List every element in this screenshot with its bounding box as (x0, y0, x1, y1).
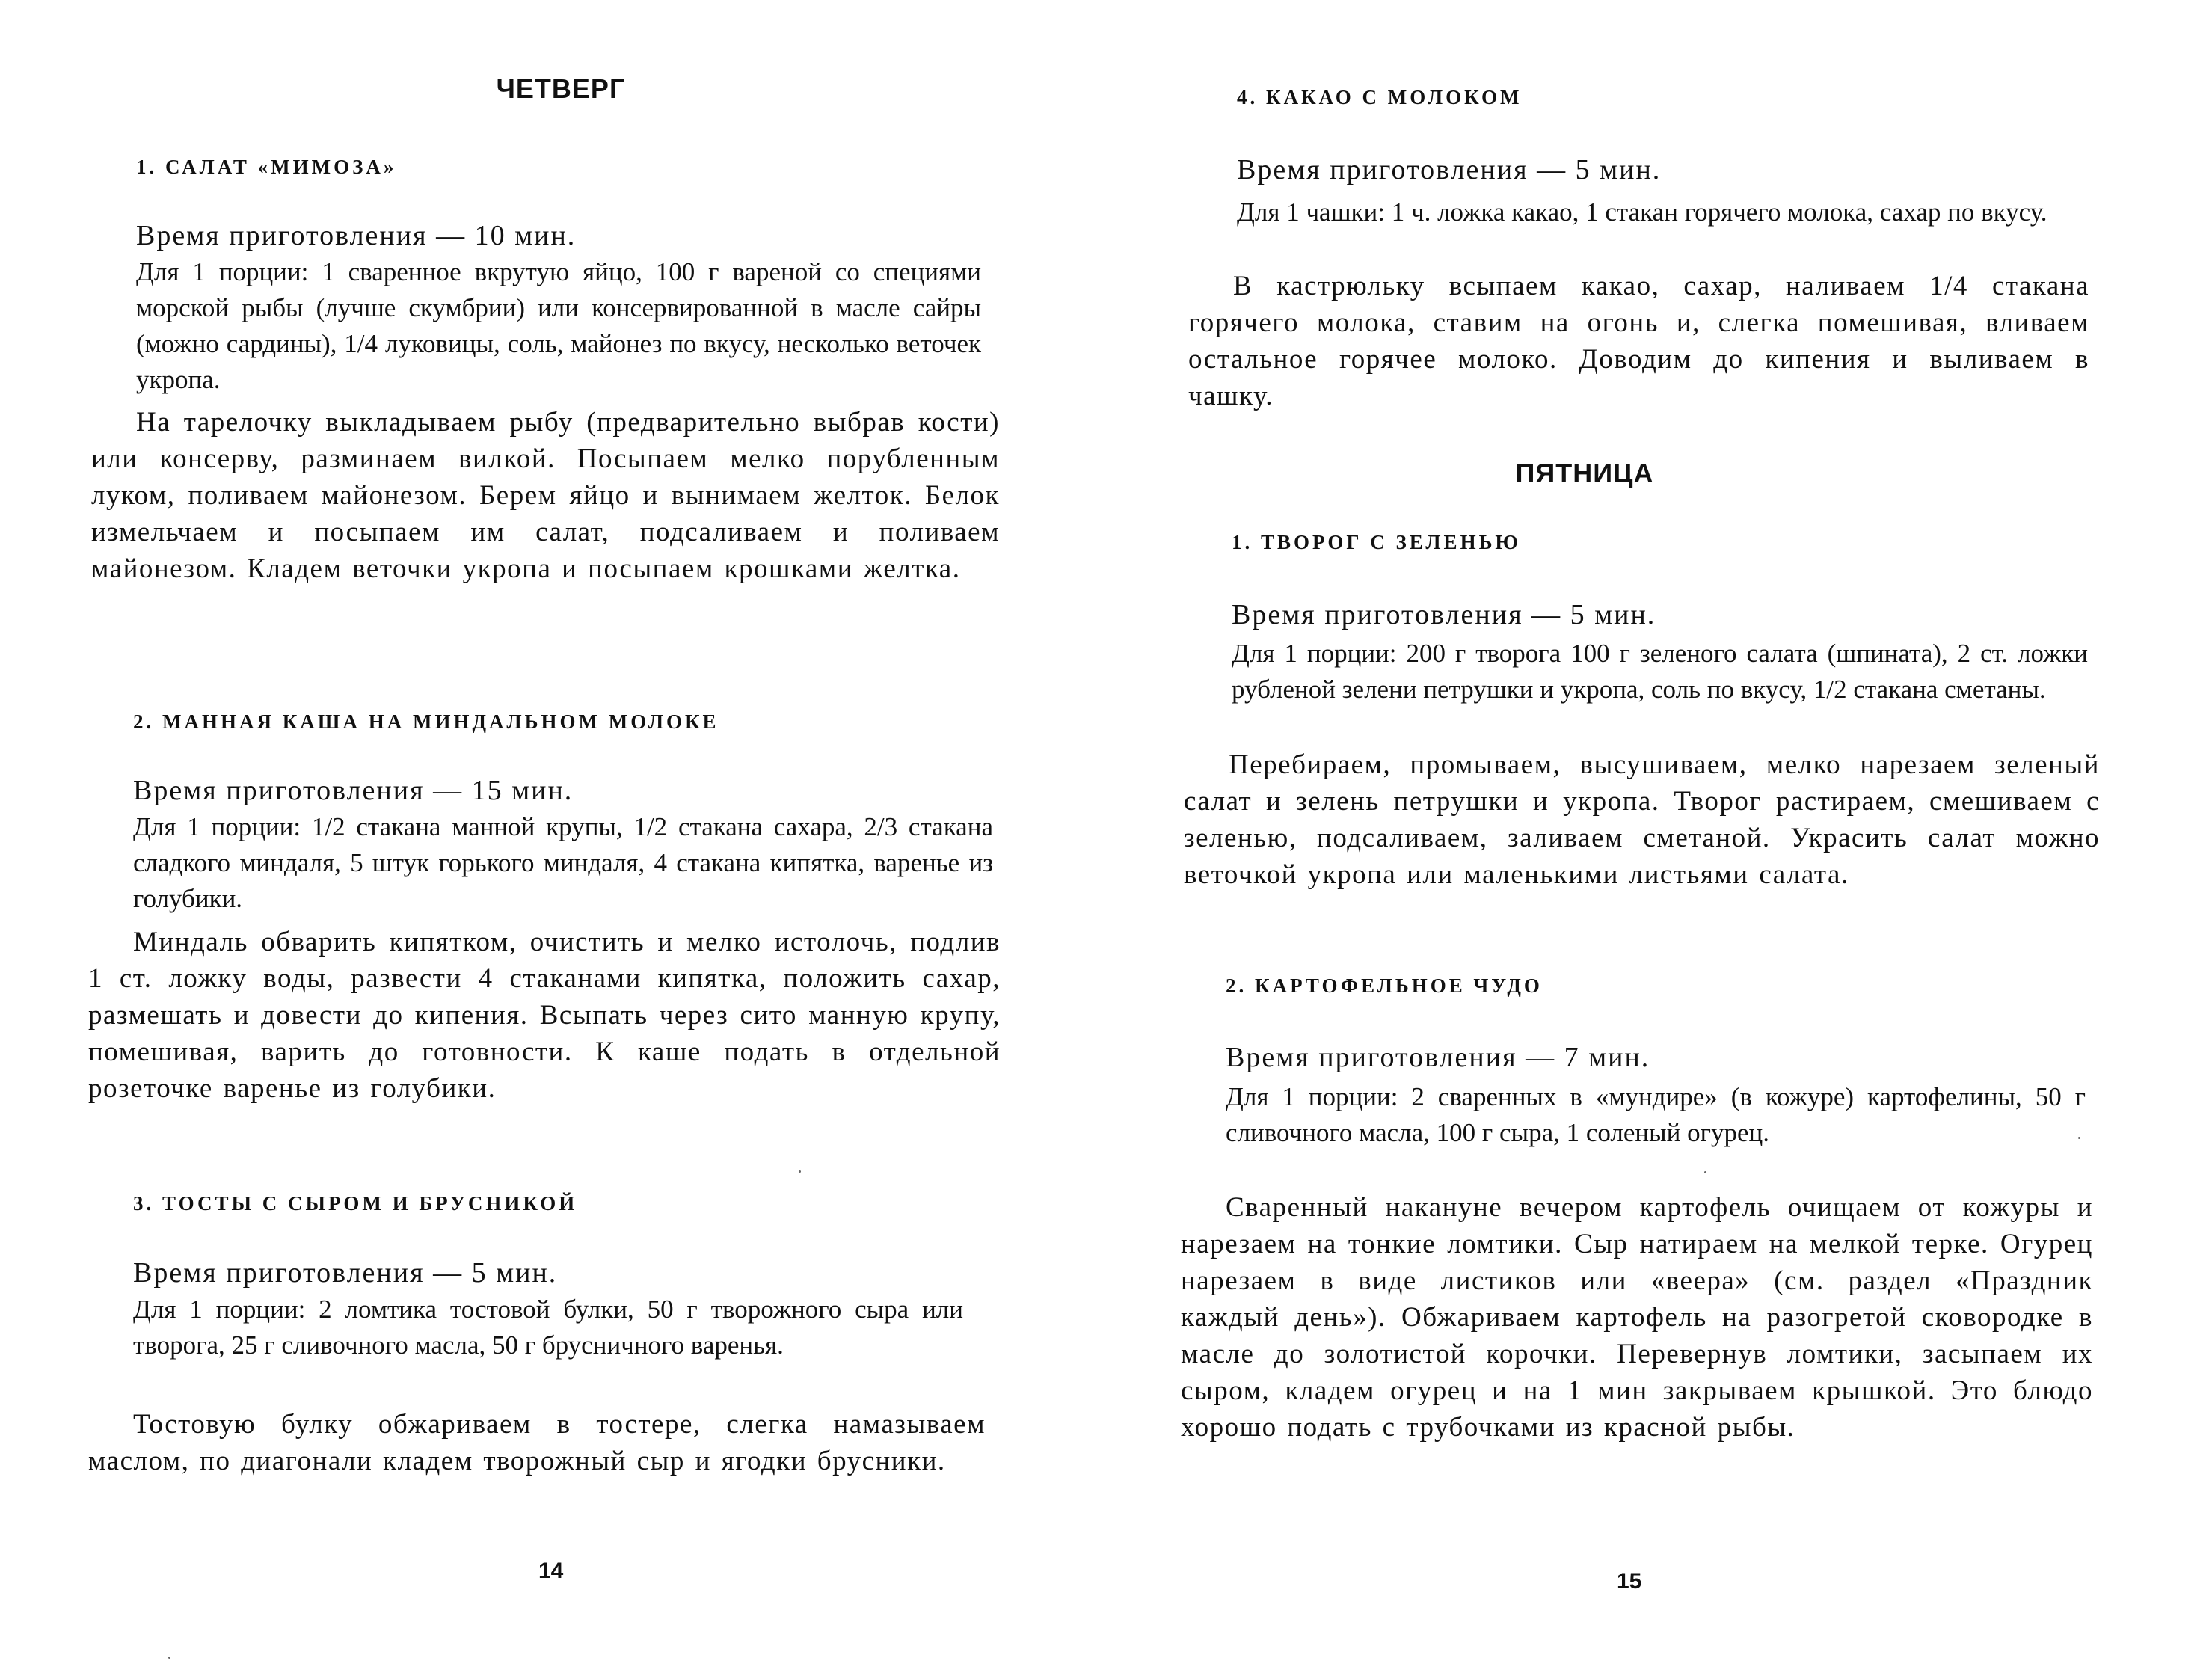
page-number-15: 15 (1617, 1569, 1642, 1594)
ingredients-mimosa: Для 1 порции: 1 сваренное вкрутую яйцо, 100 г вареной со специями морской рыбы (лучше скумбрии) или консервированной в масле сайры (можно сардины), 1/4 луковицы, соль, майонез по вкусу, несколько веточек укропа. (136, 257, 981, 394)
ingredients-semolina: Для 1 порции: 1/2 стакана манной крупы, 1/2 стакана сахара, 2/3 стакана сладкого миндаля, 5 штук горького миндаля, 4 стакана кипятка, варенье из голубики. (133, 812, 993, 913)
prep-time-mimosa: Время приготовления — 10 мин. (136, 220, 577, 251)
method-toasts: Тостовую булку обжариваем в тостере, слегка намазываем маслом, по диагонали кладем творожный сыр и ягодки брусники. (88, 1409, 986, 1476)
method-cottage-cheese: Перебираем, промываем, высушиваем, мелко нарезаем зеленый салат и зелень петрушки и укропа. Творог растираем, смешиваем с зеленью, подсаливаем, заливаем сметаной. Украсить салат можно веточкой укропа или маленькими листьями салата. (1184, 749, 2100, 890)
ingredients-toasts: Для 1 порции: 2 ломтика тостовой булки, 50 г творожного сыра или творога, 25 г сливочного масла, 50 г брусничного варенья. (133, 1295, 963, 1360)
ingredients-cocoa: Для 1 чашки: 1 ч. ложка какао, 1 стакан горячего молока, сахар по вкусу. (1237, 197, 2047, 227)
recipe-title-potato: 2. КАРТОФЕЛЬНОЕ ЧУДО (1226, 974, 1543, 997)
ingredients-potato: Для 1 порции: 2 сваренных в «мундире» (в кожуре) картофелины, 50 г сливочного масла, 100 г сыра, 1 соленый огурец. (1226, 1082, 2086, 1147)
recipe-title-cottage-cheese: 1. ТВОРОГ С ЗЕЛЕНЬЮ (1232, 531, 1521, 553)
scan-speck (799, 1170, 801, 1173)
right-page (1106, 0, 2212, 1664)
prep-time-semolina: Время приготовления — 15 мин. (133, 775, 574, 806)
page-number-14: 14 (538, 1559, 564, 1583)
recipe-title-cocoa: 4. КАКАО С МОЛОКОМ (1237, 86, 1523, 108)
recipe-title-toasts: 3. ТОСТЫ С СЫРОМ И БРУСНИКОЙ (133, 1192, 578, 1215)
prep-time-potato: Время приготовления — 7 мин. (1226, 1042, 1650, 1073)
day-title-thursday: ЧЕТВЕРГ (496, 73, 626, 104)
method-cocoa: В кастрюльку всыпаем какао, сахар, наливаем 1/4 стакана горячего молока, ставим на огонь и, слегка помешивая, вливаем остальное горячее молоко. Доводим до кипения и выливаем в чашку. (1188, 271, 2089, 411)
ingredients-cottage-cheese: Для 1 порции: 200 г творога 100 г зеленого салата (шпината), 2 ст. ложки рубленой зелени петрушки и укропа, соль по вкусу, 1/2 стакана сметаны. (1232, 639, 2088, 704)
recipe-title-semolina: 2. МАННАЯ КАША НА МИНДАЛЬНОМ МОЛОКЕ (133, 710, 719, 733)
prep-time-toasts: Время приготовления — 5 мин. (133, 1257, 558, 1289)
method-mimosa: На тарелочку выкладываем рыбу (предварительно выбрав кости) или консерву, разминаем вилкой. Посыпаем мелко порубленным луком, поливаем майонезом. Берем яйцо и вынимаем желток. Белок измельчаем и посыпаем им салат, подсаливаем и поливаем майонезом. Кладем веточки укропа и посыпаем крошками желтка. (91, 407, 1000, 584)
recipe-title-mimosa: 1. САЛАТ «МИМОЗА» (136, 156, 397, 178)
scan-speck (1704, 1171, 1706, 1173)
scan-speck (2078, 1137, 2080, 1139)
scan-speck (168, 1657, 170, 1659)
method-potato: Сваренный накануне вечером картофель очищаем от кожуры и нарезаем на тонкие ломтики. Сыр натираем на мелкой терке. Огурец нарезаем в виде листиков или «веера» (см. раздел «Праздник каждый день»). Обжариваем картофель на разогретой сковородке в масле до золотистой корочки. Перевернув ломтики, засыпаем их сыром, кладем огурец и на 1 мин закрываем крышкой. Это блюдо хорошо подать с трубочками из красной рыбы. (1181, 1192, 2093, 1443)
day-title-friday: ПЯТНИЦА (1515, 458, 1654, 488)
method-semolina: Миндаль обварить кипятком, очистить и мелко истолочь, подлив 1 ст. ложку воды, развести 4 стаканами кипятка, положить сахар, размешать и довести до кипения. Всыпать через сито манную крупу, помешивая, варить до готовности. К каше подать в отдельной розеточке варенье из голубики. (88, 927, 1001, 1104)
prep-time-cocoa: Время приготовления — 5 мин. (1237, 154, 1662, 185)
prep-time-cottage-cheese: Время приготовления — 5 мин. (1232, 599, 1656, 630)
